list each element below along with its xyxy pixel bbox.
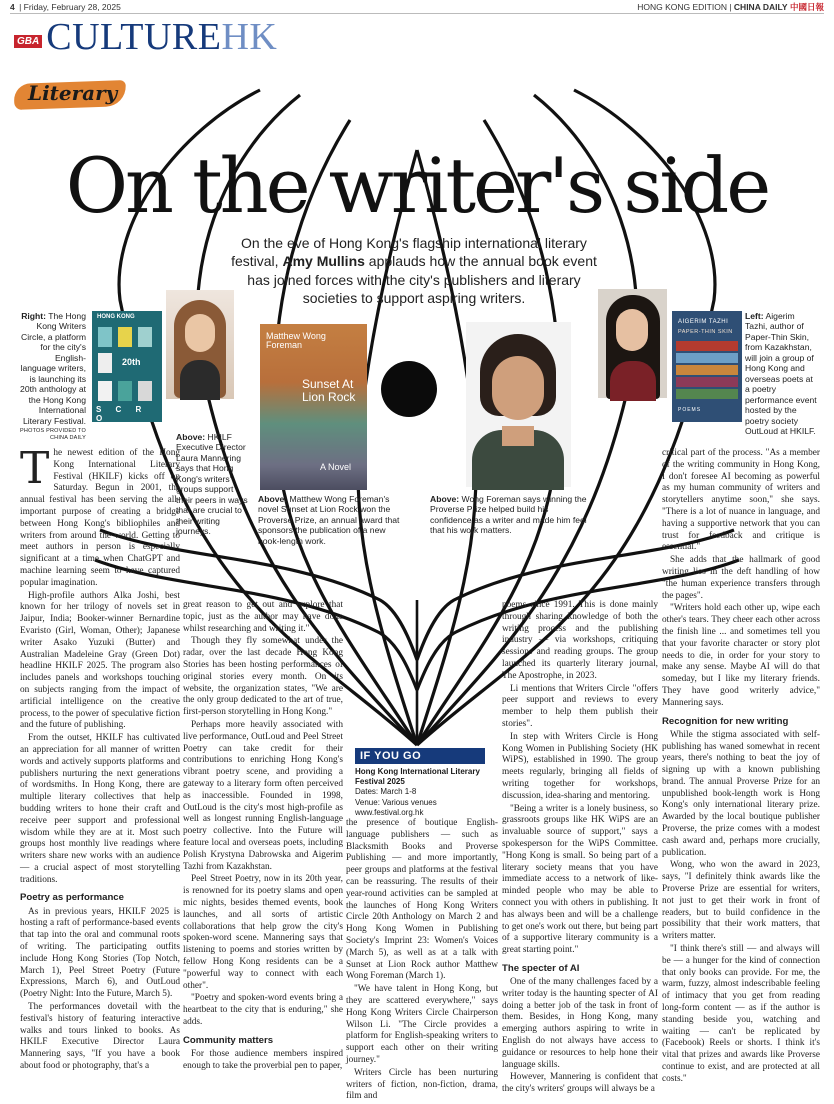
article-column-3 bbox=[346, 818, 498, 1104]
article-paragraph: Though they fly somewhat under the radar, over the last decade Hong Kong Stories has been hosting performances of original stories every month. On its website, the organization states, "We are the only group dedicated to the art of true, first-person storytelling in Hong Kong." bbox=[183, 636, 343, 718]
page-folio: 4 | Friday, February 28, 2025 bbox=[10, 1, 121, 12]
article-column-1 bbox=[20, 443, 180, 1074]
ink-dot bbox=[381, 361, 437, 417]
paper-thin-skin-cover bbox=[672, 311, 742, 422]
article-paragraph: The newest edition of the Hong Kong International Literary Festival (HKILF) kicks off on Saturday. Begun in 2001, the annual festival has been serving the all-important purpose of creating a bridge between Hong Kong's bibliophiles and writers from around the world. Getting to meet authors in person is especially significant at a time when ChatGPT and machine learning seem to have captured popular imagination. bbox=[20, 443, 180, 588]
gba-badge: GBA bbox=[14, 35, 42, 48]
novel-cover-subtitle: A Novel bbox=[320, 462, 352, 472]
article-paragraph: great reason to get out and explore that topic, just as the author may have done whilst researching and writing it." bbox=[183, 600, 343, 634]
anthology-cover-edition: 20th bbox=[122, 357, 141, 367]
poetry-cover-title: PAPER-THIN SKIN bbox=[678, 329, 733, 335]
article-paragraph: poems since 1991. This is done mainly through sharing knowledge of both the writing process and the publishing industry — via workshops, critiquing sessions and reading groups. The group launched its quarterly literary journal, The Apostrophe, in 2023. bbox=[502, 600, 658, 681]
article-paragraph: While the stigma associated with self-publishing has waned somewhat in recent years, there's nothing to beat the joy of signing up with a known publishing brand. The annual Proverse Prize for an unpublished book-length work is Hong Kong's only international literary prize. Awarded by the local boutique publisher Proverse, the prize comes with a modest cash award and, perhaps more crucially, publication. bbox=[662, 729, 820, 858]
if-you-go-header: IF YOU GO bbox=[355, 748, 485, 764]
article-paragraph: Li mentions that Writers Circle "offers peer support and reviews to every member to help them publish their stories". bbox=[502, 683, 658, 729]
subhead: Community matters bbox=[183, 1034, 274, 1046]
festival-website: www.festival.org.hk bbox=[355, 807, 424, 817]
if-you-go-box bbox=[355, 748, 485, 818]
novel-cover-title: Sunset At Lion Rock bbox=[302, 377, 356, 404]
article-paragraph: "We have talent in Hong Kong, but they are scattered everywhere," says Hong Kong Writers Circle Chairperson Wilson Li. "The Circle provides a platform for English-speaking writers to support each other on their writing journey." bbox=[346, 984, 498, 1065]
article-paragraph: Peel Street Poetry, now in its 20th year, is renowned for its poetry slams and open mic nights, besides themed events, book launches, and all sorts of artistic collaborations that help grow the city's spoken-word scene. Mannering says that listening to poems and stories written by fellow Hong Kong residents can be a "powerful way to connect with each other". bbox=[183, 874, 343, 991]
matthew-wong-foreman-photo bbox=[466, 322, 571, 487]
masthead-hk: HK bbox=[221, 16, 278, 58]
article-paragraph: The performances dovetail with the festival's history of featuring interactive walks and tours linked to books. As HKILF Executive Director Laura Mannering says, "If you have a book about food or photography, that's a bbox=[20, 1002, 180, 1072]
anthology-cover-photo bbox=[92, 311, 162, 422]
article-paragraph: From the outset, HKILF has cultivated an appreciation for all manner of written words and actively supports platforms and publishers nurturing the next generations of wordsmiths. In Hong Kong, there are multiple literary collectives that help budding writers to hone their craft and receive peer support and professional wisdom while they are at it. Most such groups host monthly live readings where writers share new works with an audience — a crucial aspect of most storytelling traditions. bbox=[20, 733, 180, 885]
article-paragraph: For those audience members inspired enough to take the proverbial pen to paper, bbox=[183, 1048, 343, 1071]
article-paragraph: the presence of boutique English-language publishers — such as Blacksmith Books and Proverse Publishing — and more importantly, peer groups and platforms at the festival can be reassuring. The results of their year-round activities can be sampled at the launches of Hong Kong Writers Circle 20th Anthology on March 2 and Hong Kong Women in Publishing Society's Imprint 23: Women's Voices (March 5), as well as at a talk with Sunset at Lion Rock author Matthew Wong Foreman (March 1). bbox=[346, 818, 498, 982]
poetry-cover-subtitle: POEMS bbox=[678, 407, 702, 413]
section-label: Literary bbox=[28, 81, 118, 105]
laura-mannering-photo bbox=[166, 290, 234, 399]
festival-venue: Venue: Various venues bbox=[355, 797, 437, 807]
article-paragraph: In step with Writers Circle is Hong Kong Women in Publishing Society (HK WiPS), established in 1990. The group meets regularly, bringing all fields of writing together for workshops, discussion, idea-sharing and mentoring. bbox=[502, 731, 658, 801]
if-you-go-body bbox=[355, 764, 485, 818]
deck: On the eve of Hong Kong's flagship international literary festival, Amy Mullins applauds how the annual book event has joined forces with the city's publishers and literary societies to support aspiring writers. bbox=[231, 235, 597, 307]
anthology-cover-letters: S C R O bbox=[96, 405, 148, 423]
photo-credit: PHOTOS PROVIDED TO CHINA DAILY bbox=[20, 428, 86, 442]
masthead-culture: CULTURE bbox=[46, 16, 222, 58]
article-paragraph: High-profile authors Alka Joshi, best known for her trilogy of novels set in Jaipur, India; Booker-winner Bernardine Evaristo (Girl, Woman, Other); Japanese writer Asako Yuzuki (Butter) and Australian Madeleine Gray (Green Dot) headline HKILF 2025. The program also includes panels and workshops touching on subjects ranging from the impact of artificial intelligence on the creative process, to the power of speculative fiction and the future of publishing. bbox=[20, 590, 180, 731]
byline: Amy Mullins bbox=[282, 253, 365, 270]
caption-above-2: Above: Matthew Wong Foreman's novel Sunset at Lion Rock won the Proverse Prize, an annual award that sponsors the publication of a new book-length work. bbox=[258, 494, 400, 546]
festival-title: Hong Kong International Literary Festival 2025 bbox=[355, 767, 480, 787]
drop-cap: T bbox=[20, 443, 50, 494]
aigerim-tazhi-photo bbox=[598, 289, 667, 398]
article-paragraph: "Being a writer is a lonely business, so grassroots groups like HK WiPS are an invaluable source of support," says a spokesperson for the WiPS Committee. "Hong Kong is small. So being part of a literary society means that you have immediate access to a network of like-minded people who may be able to connect you with others in publishing. It has always been and will be a challenge to get one's work out there, but being part of a supportive literary community is a great starting point." bbox=[502, 803, 658, 956]
anthology-cover-title: HONG KONG bbox=[97, 314, 135, 320]
novel-cover-photo bbox=[260, 324, 367, 490]
article-paragraph: One of the many challenges faced by a writer today is the haunting specter of AI doing a better job of the task in front of them. Besides, in Hong Kong, many emerging authors aspiring to write in English do not always have access to guidance or resources to help hone their language skills. bbox=[502, 977, 658, 1070]
article-paragraph: "I think there's still — and always will be — a hunger for the kind of connection that only books can provide. For me, the warm, fuzzy, almost indescribable feeling of intimacy that you get from reading long-form content — as if the author is standing beside you, watching and waiting — can't be replicated by (Facebook) Reels or shorts. I think it's vital that prizes and awards like Proverse continue to exist, and are protected at all costs." bbox=[662, 944, 820, 1084]
article-paragraph: critical part of the process. "As a member of the writing community in Hong Kong, I don't foresee AI becoming as powerful as my human community of writers and storytellers anytime soon," she says. "There is a lot of nuance in language, and having a supportive network that you can trust for feedback and critique is essential." bbox=[662, 448, 820, 553]
caption-left: Left: Aigerim Tazhi, author of Paper-Thin Skin, from Kazakhstan, will join a group of Hong Kong and overseas poets at a poetry performance event hosted by the poetry society OutLoud at HKILF. bbox=[745, 311, 817, 437]
article-paragraph: Perhaps more heavily associated with live performance, OutLoud and Peel Street Poetry can take credit for their contributions to enriching Hong Kong's vibrant poetry scene, and providing a gateway to a literary form often perceived as inaccessible. Founded in 1998, OutLoud is the city's most high-profile as well as longest running English-language poetry collective. Into the Future will feature local and overseas poets, including Polish Krystyna Dabrowska and Aigerim Tazhi from Kazakhstan. bbox=[183, 719, 343, 872]
article-paragraph: Wong, who won the award in 2023, says, "I definitely think awards like the Proverse Prize are essential for writers, not just to get their work in front of readers, but to build confidence in the possibility that their work matters, that writers matter. bbox=[662, 860, 820, 942]
article-column-4 bbox=[502, 600, 658, 1097]
caption-above-1: Above: HKILF Executive Director Laura Mannering says that Hong Kong's writers' groups support their peers in ways that are crucial to their writing journeys. bbox=[176, 432, 248, 537]
subhead: Poetry as performance bbox=[20, 892, 124, 904]
article-column-5 bbox=[662, 448, 820, 1087]
caption-above-3: Above: Wong Foreman says winning the Proverse Prize helped build his confidence as a writer and made him feel that his work matters. bbox=[430, 494, 587, 536]
subhead: Recognition for new writing bbox=[662, 715, 789, 727]
article-paragraph: "Writers hold each other up, wipe each other's tears. They cheer each other across the finish line ... and sometimes tell you that your favorite character or story plot needs to die, in order for your story to make any sense. Maybe AI will do that someday, but I like my literary friends. They have good writerly advice," Mannering says. bbox=[662, 603, 820, 708]
headline: On the writer's side bbox=[65, 141, 769, 230]
article-paragraph: "Poetry and spoken-word events bring a heartbeat to the city that is enduring," she adds. bbox=[183, 993, 343, 1027]
caption-right: Right: The Hong Kong Writers Circle, a platform for the city's English-language writers, is launching its 20th anthology at the Hong Kong International Literary Festival. PHOTOS PROVIDED TO CHINA DAILY bbox=[20, 311, 86, 442]
article-paragraph: However, Mannering is confident that the city's writers' groups will always be a bbox=[502, 1072, 658, 1095]
article-paragraph: As in previous years, HKILF 2025 is hosting a raft of performance-based events that tap into the oral and communal roots of writing. The participating outfits include Hong Kong Stories (Top Notch, March 1), Peel Street Poetry (Future Expressions, March 6), and OutLoud (Poetry Night: Into the Future, March 5). bbox=[20, 906, 180, 1000]
festival-dates: Dates: March 1-8 bbox=[355, 787, 417, 797]
article-column-2 bbox=[183, 600, 343, 1073]
poetry-cover-author: AIGERIM TAZHI bbox=[678, 319, 729, 325]
article-paragraph: Writers Circle has been nurturing writers of fiction, non-fiction, drama, film and bbox=[346, 1067, 498, 1102]
article-paragraph: She adds that the hallmark of good writing lies in the deft handling of how "the human experience transfers through the pages". bbox=[662, 555, 820, 601]
edition-line: HONG KONG EDITION | CHINA DAILY 中國日報 bbox=[637, 1, 824, 12]
novel-cover-author: Matthew Wong Foreman bbox=[266, 331, 326, 351]
subhead: The specter of AI bbox=[502, 962, 580, 974]
